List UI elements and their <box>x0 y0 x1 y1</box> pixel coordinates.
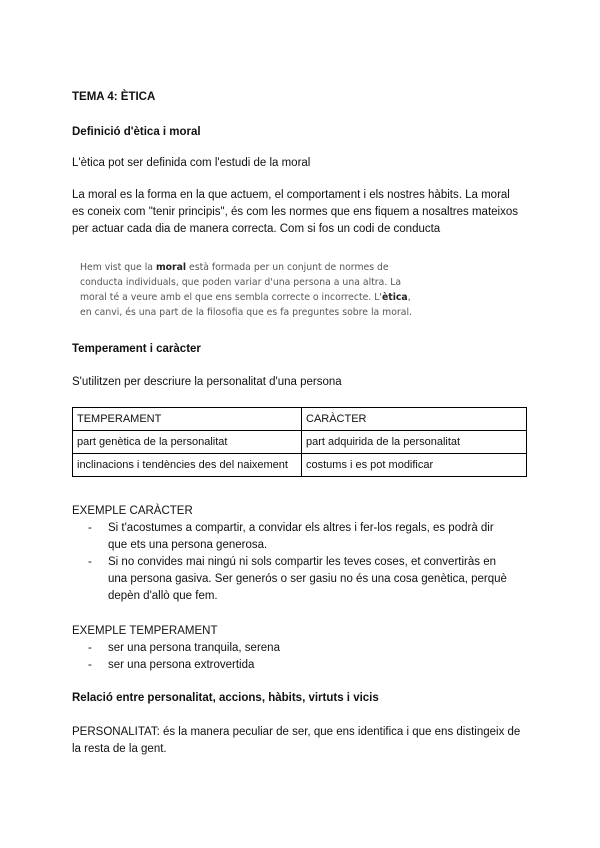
table-cell: part adquirida de la personalitat <box>302 431 527 454</box>
ethics-definition: L'ètica pot ser definida com l'estudi de la moral <box>72 157 311 169</box>
moral-definition: La moral es la forma en la que actuem, el comportament i els nostres hàbits. La moral es coneix com "tenir principis", és com les normes que ens fiquem a nosaltres mateixos per actuar cada dia de manera correcta. Com si fos un codi de conducta <box>72 189 518 235</box>
example-temperament-list <box>88 640 508 674</box>
table-cell: costums i es pot modificar <box>302 454 527 477</box>
table-header-row <box>73 408 527 431</box>
example-character-list <box>88 520 508 605</box>
example-character-heading: EXEMPLE CARÀCTER <box>72 505 193 517</box>
table-cell: part genètica de la personalitat <box>73 431 302 454</box>
list-item: - Si t'acostumes a compartir, a convidar els altres i fer-los regals, es podrà dir que ets una persona generosa. <box>88 520 508 554</box>
section-intro: S'utilitzen per descriure la personalitat d'una persona <box>72 376 342 388</box>
personality-definition: PERSONALITAT: és la manera peculiar de ser, que ens identifica i que ens distingeix de la resta de la gent. <box>72 726 521 755</box>
list-item: - ser una persona tranquila, serena <box>88 640 508 657</box>
section-heading-relation: Relació entre personalitat, accions, hàbits, virtuts i vicis <box>72 692 379 704</box>
list-item: - Si no convides mai ningú ni sols compartir les teves coses, et convertiràs en una persona gasiva. Ser generós o ser gasiu no és una cosa genètica, perquè depèn d'allò que fem. <box>88 554 508 605</box>
quote-text: Hem vist que la moral està formada per un conjunt de normes de conducta individuals, que poden variar d'una persona a una altra. La moral té a veure amb el que ens sembla correcte o incorrecte. L'ètica, en canvi, és una part de la filosofia que es fa preguntes sobre la moral. <box>80 262 412 318</box>
table-row <box>73 431 527 454</box>
section-heading-temperament: Temperament i caràcter <box>72 343 201 355</box>
comparison-table <box>72 407 527 477</box>
document-title: TEMA 4: ÈTICA <box>72 91 156 103</box>
table-cell: inclinacions i tendències des del naixement <box>73 454 302 477</box>
list-item: - ser una persona extrovertida <box>88 657 508 674</box>
table-header-cell: CARÀCTER <box>302 408 527 431</box>
table-row <box>73 454 527 477</box>
section-heading-definition: Definició d'ètica i moral <box>72 126 201 138</box>
textbook-quote-image <box>80 260 420 320</box>
example-temperament-heading: EXEMPLE TEMPERAMENT <box>72 625 218 637</box>
table-header-cell: TEMPERAMENT <box>73 408 302 431</box>
